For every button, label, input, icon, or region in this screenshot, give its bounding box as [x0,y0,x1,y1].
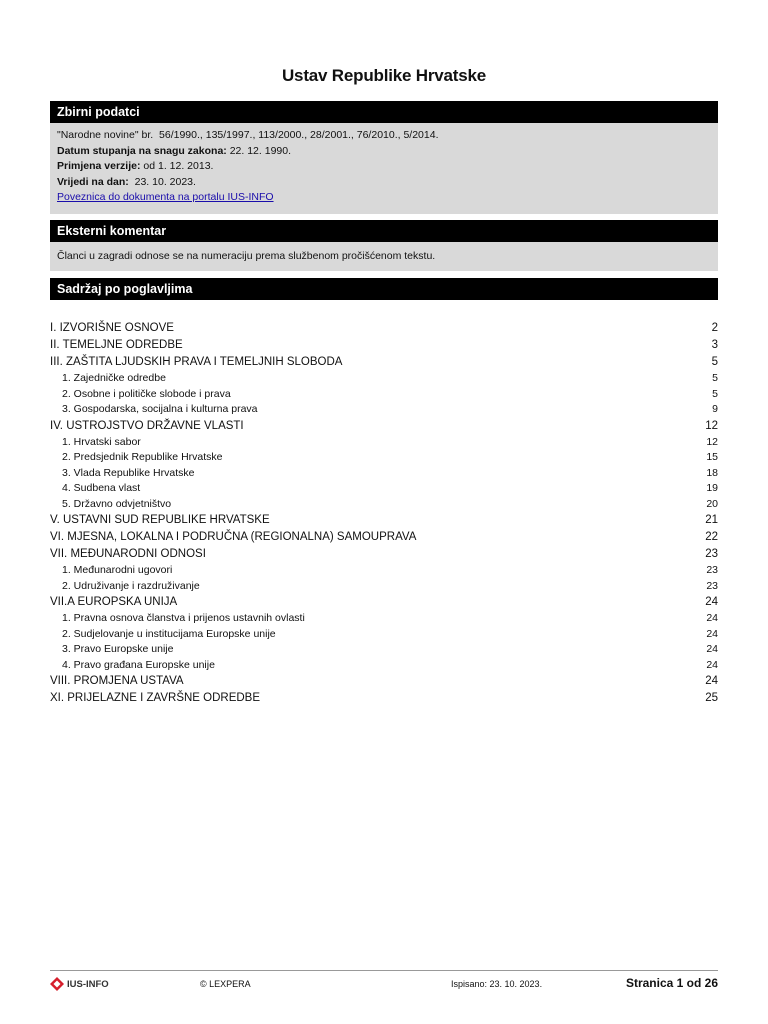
external-comment-text: Članci u zagradi odnose se na numeraciju prema službenom pročišćenom tekstu. [57,250,436,262]
toc-page: 24 [705,596,718,608]
logo-text: IUS-INFO [67,978,109,990]
toc-subentry[interactable] [50,481,718,497]
effective-date-value: 22. 12. 1990. [229,144,292,157]
toc-title: 3. Pravo Europske unije [62,643,174,655]
applied-version-line [57,159,711,175]
toc-page: 24 [706,643,718,655]
toc-entry[interactable] [50,354,718,371]
toc-entry[interactable] [50,594,718,611]
toc-title: 1. Hrvatski sabor [62,435,141,448]
toc-list [50,320,718,707]
effective-date-line [57,144,711,160]
toc-page: 19 [706,482,718,494]
ius-info-logo [50,977,109,991]
toc-entry[interactable] [50,512,718,529]
external-comment-header: Eksterni komentar [50,220,718,242]
toc-title: V. USTAVNI SUD REPUBLIKE HRVATSKE [50,514,270,526]
toc-page: 12 [706,435,718,448]
external-comment-box [50,242,718,271]
toc-subentry[interactable] [50,563,718,579]
applied-version-label: Primjena verzije: [57,160,141,172]
page-title: Ustav Republike Hrvatske [281,66,486,85]
toc-page: 24 [706,612,718,624]
toc-subentry[interactable] [50,611,718,627]
toc-title: 4. Pravo građana Europske unije [62,658,215,671]
toc-page: 23 [706,579,718,592]
gazette-numbers: 56/1990., 135/1997., 113/2000., 28/2001., 76/2010., 5/2014. [159,129,439,141]
toc-entry[interactable] [50,546,718,563]
toc-title: 4. Sudbena vlast [62,482,141,494]
toc-page: 9 [712,403,718,415]
toc-subentry[interactable] [50,450,718,466]
toc-entry[interactable] [50,529,718,546]
copyright: © LEXPERA [200,979,251,989]
toc-page: 21 [705,514,718,526]
toc-entry[interactable] [50,690,718,707]
toc-subentry[interactable] [50,371,718,387]
toc-title: VII.A EUROPSKA UNIJA [50,596,178,608]
toc-subentry[interactable] [50,402,718,418]
toc-page: 5 [711,356,718,368]
toc-title: 2. Osobne i političke slobode i prava [62,387,231,400]
toc-subentry[interactable] [50,435,718,451]
toc-title: VII. MEĐUNARODNI ODNOSI [50,548,206,560]
toc-page: 2 [711,322,718,334]
toc-title: 2. Udruživanje i razdruživanje [62,579,200,592]
toc-title: IV. USTROJSTVO DRŽAVNE VLASTI [50,419,244,432]
toc-page: 18 [706,466,718,479]
toc-page: 5 [712,372,718,384]
toc-page: 12 [705,419,718,432]
toc-subentry[interactable] [50,642,718,658]
toc-subentry[interactable] [50,658,718,674]
toc-title: XI. PRIJELAZNE I ZAVRŠNE ODREDBE [50,692,261,704]
toc-entry[interactable] [50,673,718,690]
toc-subentry[interactable] [50,466,718,482]
toc-page: 24 [706,658,718,671]
toc-entry[interactable] [50,320,718,337]
toc-title: 5. Državno odvjetništvo [62,497,172,510]
toc-header: Sadržaj po poglavljima [50,278,718,300]
valid-on-label: Vrijedi na dan: [57,175,129,188]
toc-title: III. ZAŠTITA LJUDSKIH PRAVA I TEMELJNIH SLOBODA [50,356,343,368]
toc-page: 15 [706,451,718,463]
summary-box [50,123,718,214]
toc-page: 23 [706,564,718,576]
toc-entry[interactable] [50,337,718,354]
page-number: Stranica 1 od 26 [625,976,718,990]
gazette-label: "Narodne novine" br. [57,129,154,141]
toc-title: 1. Međunarodni ugovori [62,564,173,576]
toc-title: II. TEMELJNE ODREDBE [50,339,183,351]
summary-header: Zbirni podatci [50,101,718,123]
toc-page: 24 [705,675,718,687]
toc-entry[interactable] [50,418,718,435]
toc-title: 1. Zajedničke odredbe [62,372,166,384]
toc-subentry[interactable] [50,387,718,403]
gazette-line [57,128,711,144]
toc-subentry[interactable] [50,497,718,513]
effective-date-label: Datum stupanja na snagu zakona: [57,144,227,157]
toc-page: 5 [712,387,718,400]
toc-page: 24 [706,627,718,640]
toc-title: 1. Pravna osnova članstva i prijenos ustavnih ovlasti [62,612,305,624]
toc-title: VIII. PROMJENA USTAVA [50,675,184,687]
valid-on-value: 23. 10. 2023. [134,175,196,188]
ius-info-logo-icon [50,977,64,991]
page-footer [50,970,718,1001]
toc-page: 20 [706,497,718,510]
portal-link[interactable]: Poveznica do dokumenta na portalu IUS-INFO [57,191,274,203]
toc-page: 25 [705,692,718,704]
applied-version-value: od 1. 12. 2013. [143,160,214,172]
valid-on-line [57,175,711,191]
toc-subentry[interactable] [50,579,718,595]
toc-page: 23 [705,548,718,560]
toc-title: 2. Predsjednik Republike Hrvatske [62,451,223,463]
toc-page: 3 [711,339,718,351]
toc-title: VI. MJESNA, LOKALNA I PODRUČNA (REGIONALNA) SAMOUPRAVA [50,531,417,543]
toc-subentry[interactable] [50,627,718,643]
toc-title: I. IZVORIŠNE OSNOVE [50,322,174,334]
printed-date: Ispisano: 23. 10. 2023. [451,979,543,989]
toc-page: 22 [705,531,718,543]
toc-title: 3. Vlada Republike Hrvatske [62,466,195,479]
toc-title: 2. Sudjelovanje u institucijama Europske unije [62,627,276,640]
toc-title: 3. Gospodarska, socijalna i kulturna prava [62,403,258,415]
